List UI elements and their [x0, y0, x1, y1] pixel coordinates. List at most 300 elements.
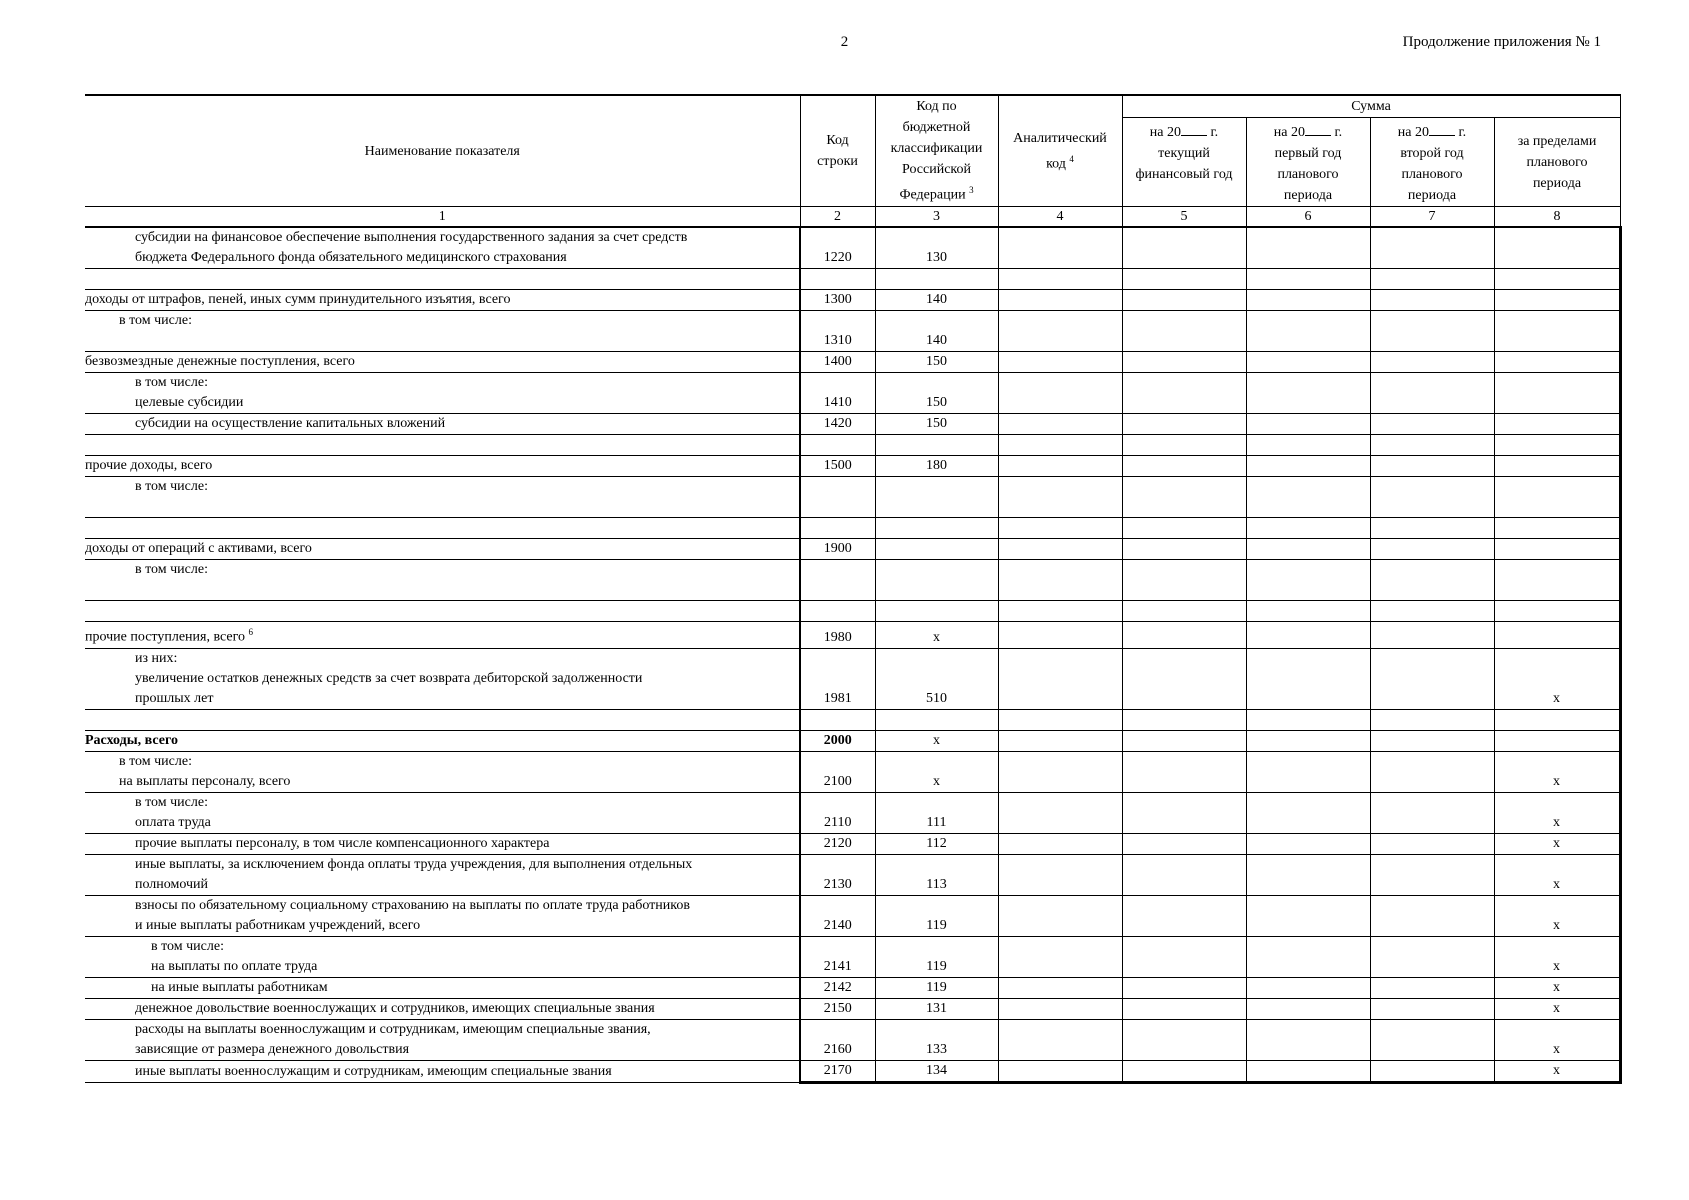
beyond-plan-period-cell: x [1494, 833, 1620, 854]
analytic-code-cell [998, 352, 1122, 373]
table-row [85, 414, 1620, 435]
footnote-ref: 4 [1069, 153, 1074, 164]
indicator-name-cell [85, 539, 800, 560]
indicator-name-line: доходы от штрафов, пеней, иных сумм принудительного изъятия, всего [85, 292, 511, 307]
first-plan-year-cell [1246, 730, 1370, 751]
beyond-plan-period-cell [1494, 269, 1620, 290]
indicator-name-cell [85, 518, 800, 539]
indicator-name-line: полномочий [135, 876, 209, 892]
second-plan-year-cell [1370, 601, 1494, 622]
beyond-plan-period-cell [1494, 435, 1620, 456]
row-code-cell: 2170 [800, 1060, 875, 1082]
row-code-cell: 1500 [800, 456, 875, 477]
beyond-plan-period-cell [1494, 290, 1620, 311]
current-year-cell [1122, 311, 1246, 352]
table-row [85, 709, 1620, 730]
current-year-cell [1122, 895, 1246, 936]
second-plan-year-cell [1370, 477, 1494, 518]
beyond-plan-period-cell: x [1494, 854, 1620, 895]
table-row [85, 269, 1620, 290]
analytic-code-cell [998, 518, 1122, 539]
table-row [85, 792, 1620, 833]
analytic-code-cell [998, 477, 1122, 518]
budget-code-cell: 131 [875, 998, 998, 1019]
header-budget-classification-code: Код по бюджетной классификации Российской Федерации $^3$ [875, 95, 998, 207]
first-plan-year-cell [1246, 977, 1370, 998]
analytic-code-cell [998, 998, 1122, 1019]
indicator-name-line: взносы по обязательному социальному страхованию на выплаты по оплате труда работников [135, 897, 690, 913]
indicator-name-line [135, 497, 796, 517]
current-year-cell [1122, 269, 1246, 290]
indicator-name-line: оплата труда [135, 814, 211, 830]
indicator-name-cell [85, 751, 800, 792]
table-row [85, 1060, 1620, 1082]
indicator-name-line: денежное довольствие военнослужащих и сотрудников, имеющих специальные звания [135, 1000, 655, 1016]
analytic-code-cell [998, 936, 1122, 977]
beyond-plan-period-cell: x [1494, 751, 1620, 792]
beyond-plan-period-cell [1494, 709, 1620, 730]
table-row [85, 435, 1620, 456]
current-year-cell [1122, 435, 1246, 456]
current-year-cell [1122, 751, 1246, 792]
beyond-plan-period-cell [1494, 601, 1620, 622]
indicator-name-cell [85, 622, 800, 649]
row-code-cell: 2141 [800, 936, 875, 977]
column-number: 1 [85, 207, 800, 228]
analytic-code-cell [998, 435, 1122, 456]
second-plan-year-cell [1370, 936, 1494, 977]
indicator-name-line: из них: [135, 650, 178, 666]
indicator-name-line [135, 580, 796, 600]
first-plan-year-cell [1246, 269, 1370, 290]
indicator-name-line [135, 269, 796, 289]
row-code-cell: 1220 [800, 227, 875, 269]
table-row [85, 622, 1620, 649]
indicator-name-line: в том числе: [135, 794, 208, 810]
analytic-code-cell [998, 792, 1122, 833]
indicator-name-cell [85, 977, 800, 998]
header-first-plan-year: на 20 г. первый год планового периода [1246, 118, 1370, 207]
column-number: 7 [1370, 207, 1494, 228]
row-code-cell: 2150 [800, 998, 875, 1019]
budget-code-cell: 180 [875, 456, 998, 477]
first-plan-year-cell [1246, 352, 1370, 373]
budget-code-cell: 119 [875, 977, 998, 998]
beyond-plan-period-cell [1494, 227, 1620, 269]
first-plan-year-cell [1246, 792, 1370, 833]
indicator-name-cell [85, 290, 800, 311]
second-plan-year-cell [1370, 518, 1494, 539]
budget-code-cell [875, 601, 998, 622]
budget-code-cell: 150 [875, 373, 998, 414]
table-row [85, 290, 1620, 311]
current-year-cell [1122, 854, 1246, 895]
table-row [85, 648, 1620, 709]
indicator-name-cell [85, 854, 800, 895]
indicator-name-line: субсидии на финансовое обеспечение выполнения государственного задания за счет средств [135, 230, 688, 245]
second-plan-year-cell [1370, 560, 1494, 601]
first-plan-year-cell [1246, 648, 1370, 709]
indicator-name-cell [85, 936, 800, 977]
budget-code-cell: 134 [875, 1060, 998, 1082]
row-code-cell: 2130 [800, 854, 875, 895]
beyond-plan-period-cell: x [1494, 998, 1620, 1019]
analytic-code-cell [998, 622, 1122, 649]
budget-code-cell: x [875, 730, 998, 751]
second-plan-year-cell [1370, 269, 1494, 290]
budget-code-cell: 119 [875, 895, 998, 936]
row-code-cell [800, 518, 875, 539]
analytic-code-cell [998, 751, 1122, 792]
beyond-plan-period-cell: x [1494, 1060, 1620, 1082]
column-number: 6 [1246, 207, 1370, 228]
second-plan-year-cell [1370, 414, 1494, 435]
row-code-cell: 2110 [800, 792, 875, 833]
beyond-plan-period-cell [1494, 311, 1620, 352]
second-plan-year-cell [1370, 709, 1494, 730]
beyond-plan-period-cell [1494, 456, 1620, 477]
appendix-continuation-note: Продолжение приложения № 1 [1402, 34, 1601, 50]
current-year-cell [1122, 290, 1246, 311]
analytic-code-cell [998, 414, 1122, 435]
row-code-cell: 1980 [800, 622, 875, 649]
current-year-cell [1122, 227, 1246, 269]
table-row [85, 311, 1620, 352]
indicator-name-line: целевые субсидии [135, 395, 244, 410]
current-year-cell [1122, 977, 1246, 998]
current-year-cell [1122, 730, 1246, 751]
current-year-cell [1122, 477, 1246, 518]
current-year-cell [1122, 601, 1246, 622]
indicator-name-line [135, 518, 796, 538]
row-code-cell: 1300 [800, 290, 875, 311]
current-year-cell [1122, 1019, 1246, 1060]
analytic-code-cell [998, 373, 1122, 414]
indicator-name-cell [85, 269, 800, 290]
indicator-name-line: в том числе: [135, 479, 208, 494]
budget-code-cell: 140 [875, 290, 998, 311]
analytic-code-cell [998, 456, 1122, 477]
beyond-plan-period-cell [1494, 730, 1620, 751]
current-year-cell [1122, 833, 1246, 854]
current-year-cell [1122, 709, 1246, 730]
table-row [85, 477, 1620, 518]
indicator-name-cell [85, 311, 800, 352]
column-number: 3 [875, 207, 998, 228]
footnote-ref: 6 [248, 627, 254, 637]
first-plan-year-cell [1246, 895, 1370, 936]
indicator-name-line: зависящие от размера денежного довольствия [135, 1041, 410, 1057]
table-row [85, 352, 1620, 373]
budget-code-cell: x [875, 622, 998, 649]
indicator-name-cell [85, 414, 800, 435]
table-row [85, 518, 1620, 539]
table-row [85, 601, 1620, 622]
second-plan-year-cell [1370, 730, 1494, 751]
row-code-cell: 2160 [800, 1019, 875, 1060]
beyond-plan-period-cell [1494, 518, 1620, 539]
indicator-name-line: бюджета Федерального фонда обязательного медицинского страхования [135, 250, 567, 265]
indicator-name-line [119, 331, 796, 351]
budget-code-cell: 150 [875, 414, 998, 435]
row-code-cell: 2120 [800, 833, 875, 854]
budget-code-cell [875, 539, 998, 560]
current-year-cell [1122, 648, 1246, 709]
beyond-plan-period-cell: x [1494, 936, 1620, 977]
indicator-name-cell [85, 1060, 800, 1082]
second-plan-year-cell [1370, 539, 1494, 560]
header-beyond-plan-period: за пределами планового периода [1494, 118, 1620, 207]
row-code-cell: 2100 [800, 751, 875, 792]
indicator-name-line: расходы на выплаты военнослужащим и сотрудникам, имеющим специальные звания, [135, 1021, 651, 1037]
beyond-plan-period-cell [1494, 622, 1620, 649]
table-row [85, 1019, 1620, 1060]
second-plan-year-cell [1370, 648, 1494, 709]
current-year-cell [1122, 1060, 1246, 1082]
first-plan-year-cell [1246, 227, 1370, 269]
indicator-name-line [135, 601, 796, 621]
budget-code-cell: 130 [875, 227, 998, 269]
indicator-name-cell [85, 456, 800, 477]
indicator-name-cell [85, 373, 800, 414]
second-plan-year-cell [1370, 895, 1494, 936]
first-plan-year-cell [1246, 435, 1370, 456]
indicator-name-line: прошлых лет [135, 690, 214, 706]
first-plan-year-cell [1246, 311, 1370, 352]
indicator-name-line: иные выплаты, за исключением фонда оплаты труда учреждения, для выполнения отдельных [135, 856, 693, 872]
indicator-name-cell [85, 435, 800, 456]
beyond-plan-period-cell: x [1494, 977, 1620, 998]
table-row [85, 373, 1620, 414]
analytic-code-cell [998, 1019, 1122, 1060]
indicator-name-cell [85, 227, 800, 269]
budget-code-cell: 112 [875, 833, 998, 854]
table-row [85, 854, 1620, 895]
budget-code-cell [875, 518, 998, 539]
second-plan-year-cell [1370, 998, 1494, 1019]
indicator-name-cell [85, 895, 800, 936]
beyond-plan-period-cell [1494, 352, 1620, 373]
indicator-name-line: иные выплаты военнослужащим и сотрудникам, имеющим специальные звания [135, 1063, 612, 1079]
row-code-cell: 1400 [800, 352, 875, 373]
analytic-code-cell [998, 269, 1122, 290]
column-number: 2 [800, 207, 875, 228]
header-analytic-code: Аналитический код $^4$ [998, 95, 1122, 207]
analytic-code-cell [998, 895, 1122, 936]
indicator-name-line: на выплаты по оплате труда [151, 958, 318, 974]
budget-code-cell: 119 [875, 936, 998, 977]
second-plan-year-cell [1370, 373, 1494, 414]
second-plan-year-cell [1370, 227, 1494, 269]
current-year-cell [1122, 352, 1246, 373]
second-plan-year-cell [1370, 792, 1494, 833]
header-row-code: Код строки [800, 95, 875, 207]
indicator-name-line: в том числе: [135, 562, 208, 577]
indicator-name-line: в том числе: [119, 753, 192, 769]
row-code-cell: 2000 [800, 730, 875, 751]
row-code-cell [800, 269, 875, 290]
first-plan-year-cell [1246, 373, 1370, 414]
current-year-cell [1122, 373, 1246, 414]
table-row [85, 936, 1620, 977]
first-plan-year-cell [1246, 622, 1370, 649]
indicator-name-line: Расходы, всего [85, 732, 178, 748]
indicator-name-line: безвозмездные денежные поступления, всего [85, 354, 355, 369]
indicator-name-cell [85, 601, 800, 622]
row-code-cell: 2140 [800, 895, 875, 936]
table-row [85, 751, 1620, 792]
indicator-name-line: прочие доходы, всего [85, 458, 213, 473]
indicator-name-line: прочие поступления, всего [85, 629, 246, 645]
first-plan-year-cell [1246, 477, 1370, 518]
beyond-plan-period-cell: x [1494, 648, 1620, 709]
current-year-cell [1122, 622, 1246, 649]
row-code-cell: 1420 [800, 414, 875, 435]
analytic-code-cell [998, 311, 1122, 352]
beyond-plan-period-cell [1494, 560, 1620, 601]
current-year-cell [1122, 998, 1246, 1019]
analytic-code-cell [998, 290, 1122, 311]
column-number: 8 [1494, 207, 1620, 228]
header-sum: Сумма [1122, 95, 1620, 118]
first-plan-year-cell [1246, 998, 1370, 1019]
first-plan-year-cell [1246, 1060, 1370, 1082]
budget-code-cell [875, 269, 998, 290]
first-plan-year-cell [1246, 456, 1370, 477]
current-year-cell [1122, 414, 1246, 435]
second-plan-year-cell [1370, 1060, 1494, 1082]
indicator-name-line: в том числе: [135, 375, 208, 390]
indicator-name-cell [85, 833, 800, 854]
indicator-name-cell [85, 730, 800, 751]
second-plan-year-cell [1370, 290, 1494, 311]
first-plan-year-cell [1246, 709, 1370, 730]
row-code-cell: 1310 [800, 311, 875, 352]
first-plan-year-cell [1246, 833, 1370, 854]
row-code-cell [800, 435, 875, 456]
column-number: 5 [1122, 207, 1246, 228]
second-plan-year-cell [1370, 435, 1494, 456]
header-second-plan-year: на 20 г. второй год планового периода [1370, 118, 1494, 207]
budget-code-cell: 111 [875, 792, 998, 833]
indicator-name-line: доходы от операций с активами, всего [85, 541, 312, 556]
table-row [85, 977, 1620, 998]
table-row [85, 539, 1620, 560]
budget-code-cell [875, 709, 998, 730]
row-code-cell [800, 709, 875, 730]
beyond-plan-period-cell: x [1494, 1019, 1620, 1060]
second-plan-year-cell [1370, 751, 1494, 792]
second-plan-year-cell [1370, 352, 1494, 373]
indicator-name-cell [85, 998, 800, 1019]
analytic-code-cell [998, 539, 1122, 560]
indicator-name-line [135, 435, 796, 455]
row-code-cell: 1410 [800, 373, 875, 414]
table-row [85, 227, 1620, 269]
table-body [85, 227, 1620, 1082]
page-number: 2 [840, 34, 849, 50]
table-row [85, 560, 1620, 601]
indicator-name-cell [85, 352, 800, 373]
row-code-cell: 2142 [800, 977, 875, 998]
analytic-code-cell [998, 1060, 1122, 1082]
analytic-code-cell [998, 648, 1122, 709]
table-row [85, 895, 1620, 936]
second-plan-year-cell [1370, 977, 1494, 998]
current-year-cell [1122, 518, 1246, 539]
table-row [85, 730, 1620, 751]
table-row [85, 998, 1620, 1019]
first-plan-year-cell [1246, 560, 1370, 601]
budget-code-cell [875, 560, 998, 601]
indicator-name-cell [85, 648, 800, 709]
second-plan-year-cell [1370, 311, 1494, 352]
current-year-cell [1122, 936, 1246, 977]
first-plan-year-cell [1246, 1019, 1370, 1060]
second-plan-year-cell [1370, 854, 1494, 895]
indicator-name-cell [85, 792, 800, 833]
beyond-plan-period-cell [1494, 414, 1620, 435]
indicator-name-line: на иные выплаты работникам [151, 979, 328, 995]
first-plan-year-cell [1246, 854, 1370, 895]
first-plan-year-cell [1246, 518, 1370, 539]
analytic-code-cell [998, 977, 1122, 998]
second-plan-year-cell [1370, 456, 1494, 477]
indicator-name-line: в том числе: [119, 313, 192, 328]
indicator-name-line: в том числе: [151, 938, 224, 954]
budget-code-cell: x [875, 751, 998, 792]
analytic-code-cell [998, 833, 1122, 854]
budget-code-cell: 133 [875, 1019, 998, 1060]
budget-code-cell: 510 [875, 648, 998, 709]
indicator-name-cell [85, 1019, 800, 1060]
indicator-name-line: и иные выплаты работникам учреждений, всего [135, 917, 421, 933]
indicator-name-cell [85, 709, 800, 730]
beyond-plan-period-cell: x [1494, 895, 1620, 936]
analytic-code-cell [998, 709, 1122, 730]
budget-code-cell: 113 [875, 854, 998, 895]
column-number: 4 [998, 207, 1122, 228]
indicator-name-line: увеличение остатков денежных средств за счет возврата дебиторской задолженности [135, 670, 643, 686]
beyond-plan-period-cell [1494, 373, 1620, 414]
analytic-code-cell [998, 854, 1122, 895]
analytic-code-cell [998, 560, 1122, 601]
beyond-plan-period-cell [1494, 539, 1620, 560]
row-code-cell: 1981 [800, 648, 875, 709]
beyond-plan-period-cell [1494, 477, 1620, 518]
header-indicator-name: Наименование показателя [85, 95, 800, 207]
second-plan-year-cell [1370, 833, 1494, 854]
budget-code-cell: 150 [875, 352, 998, 373]
first-plan-year-cell [1246, 414, 1370, 435]
analytic-code-cell [998, 227, 1122, 269]
budget-code-cell [875, 435, 998, 456]
budget-code-cell: 140 [875, 311, 998, 352]
row-code-cell: 1900 [800, 539, 875, 560]
second-plan-year-cell [1370, 1019, 1494, 1060]
current-year-cell [1122, 539, 1246, 560]
current-year-cell [1122, 560, 1246, 601]
indicator-name-line: субсидии на осуществление капитальных вложений [135, 416, 446, 431]
header-current-year: на 20 г. текущий финансовый год [1122, 118, 1246, 207]
financial-plan-table-container [85, 94, 1620, 1084]
indicator-name-line: прочие выплаты персоналу, в том числе компенсационного характера [135, 835, 550, 851]
row-code-cell [800, 477, 875, 518]
first-plan-year-cell [1246, 290, 1370, 311]
first-plan-year-cell [1246, 539, 1370, 560]
analytic-code-cell [998, 601, 1122, 622]
current-year-cell [1122, 792, 1246, 833]
